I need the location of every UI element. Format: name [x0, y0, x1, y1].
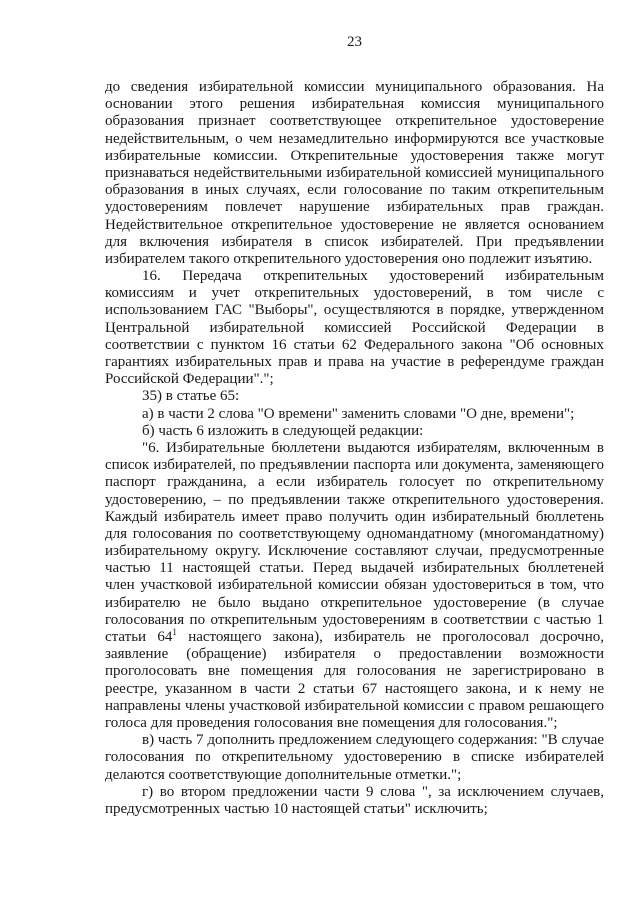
- text-line: комиссиям и учет открепительных удостоверений, в том числе с: [105, 285, 604, 302]
- text-line: список избирателей, по предъявлении паспорта или документа, заменяющего: [105, 457, 604, 474]
- line-text: статьи 64: [105, 629, 173, 645]
- text-line: Каждый избиратель имеет право получить один избирательный бюллетень: [105, 508, 604, 525]
- text-line: образования в иных случаях, если голосование по таким открепительным: [105, 182, 604, 199]
- text-line: использованием ГАС "Выборы", осуществляются в порядке, утвержденном: [105, 302, 604, 319]
- text-line: голосования по открепительному удостоверению в списке избирателей: [105, 749, 604, 766]
- paragraph: [105, 388, 604, 405]
- text-line: паспорт гражданина, а если избиратель голосует по открепительному: [105, 474, 604, 491]
- text-line: Недействительное открепительное удостоверение не является основанием: [105, 216, 604, 233]
- paragraph: [105, 440, 604, 732]
- text-line: голоса для проведения голосования вне помещения для голосования.";: [105, 714, 558, 731]
- text-line: признаваться недействительными избирательной комиссией муниципального: [105, 164, 604, 181]
- text-line: заявление (обращение) избирателя о предоставлении возможности: [105, 646, 604, 663]
- text-line: основании этого решения избирательная комиссия муниципального: [105, 96, 604, 113]
- text-line: избирательные комиссии. Открепительные удостоверения также могут: [105, 147, 604, 164]
- text-line: частью 11 настоящей статьи. Перед выдачей избирательных бюллетеней: [105, 560, 604, 577]
- text-line: недействительным, о чем незамедлительно информируются все участковые: [105, 130, 604, 147]
- text-line: 35) в статье 65:: [142, 388, 240, 405]
- superscript-index: 1: [172, 627, 177, 637]
- text-line: удостоверениям повлечет нарушение избирательных прав граждан.: [105, 199, 604, 216]
- paragraph: [105, 423, 604, 440]
- text-line: образования признает соответствующее открепительное удостоверение: [105, 113, 604, 130]
- text-line: реестре, указанном в части 2 статьи 67 настоящего закона, и к нему не: [105, 680, 604, 697]
- page-number: 23: [347, 34, 362, 50]
- paragraph: [105, 268, 604, 388]
- paragraph: [105, 784, 604, 818]
- text-line: для включения избирателя в список избирателей. При предъявлении: [105, 233, 604, 250]
- text-line: [105, 629, 604, 646]
- text-line: б) часть 6 изложить в следующей редакции:: [142, 422, 424, 439]
- text-line: проголосовать вне помещения для голосования не зарегистрировано в: [105, 663, 604, 680]
- text-line: предусмотренных частью 10 настоящей статьи" исключить;: [105, 800, 488, 817]
- text-line: 16. Передача открепительных удостоверений избирательным: [142, 268, 604, 285]
- text-line: до сведения избирательной комиссии муниципального образования. На: [105, 79, 604, 95]
- text-line: в) часть 7 дополнить предложением следующего содержания: "В случае: [142, 732, 604, 749]
- text-line: соответствии с пунктом 16 статьи 62 Федерального закона "Об основных: [105, 336, 604, 353]
- text-line: гарантиях избирательных прав и права на участие в референдуме граждан: [105, 354, 604, 370]
- text-line: член участковой избирательной комиссии обязан удостовериться в том, что: [105, 577, 604, 594]
- text-line: избирателем такого открепительного удостоверения оно подлежит изъятию.: [105, 250, 593, 267]
- text-line: голосования по открепительным удостоверениям в соответствии с частью 1: [105, 611, 604, 628]
- text-line: "6. Избирательные бюллетени выдаются избирателям, включенным в: [142, 439, 604, 456]
- line-text: настоящего закона), избиратель не проголосовал досрочно,: [176, 629, 604, 645]
- document-body: [105, 79, 604, 818]
- text-line: а) в части 2 слова "О времени" заменить словами "О дне, времени";: [142, 405, 575, 422]
- text-line: направлены члены участковой избирательной комиссии с правом решающего: [105, 697, 604, 714]
- paragraph: [105, 732, 604, 784]
- text-line: г) во втором предложении части 9 слова ", за исключением случаев,: [142, 783, 604, 800]
- text-line: делаются соответствующие дополнительные отметки.";: [105, 766, 462, 783]
- text-line: избирателю не было выдано открепительное удостоверение (в случае: [105, 594, 604, 611]
- paragraph: [105, 79, 604, 268]
- text-line: Центральной избирательной комиссией Российской Федерации в: [105, 319, 604, 336]
- paragraph: [105, 406, 604, 423]
- text-line: удостоверению, – по предъявлении также открепительного удостоверения.: [105, 491, 604, 508]
- text-line: Российской Федерации".";: [105, 371, 274, 388]
- text-line: для голосования по соответствующему одномандатному (многомандатному): [105, 525, 604, 542]
- text-line: избирательному округу. Исключение составляют случаи, предусмотренные: [105, 543, 604, 560]
